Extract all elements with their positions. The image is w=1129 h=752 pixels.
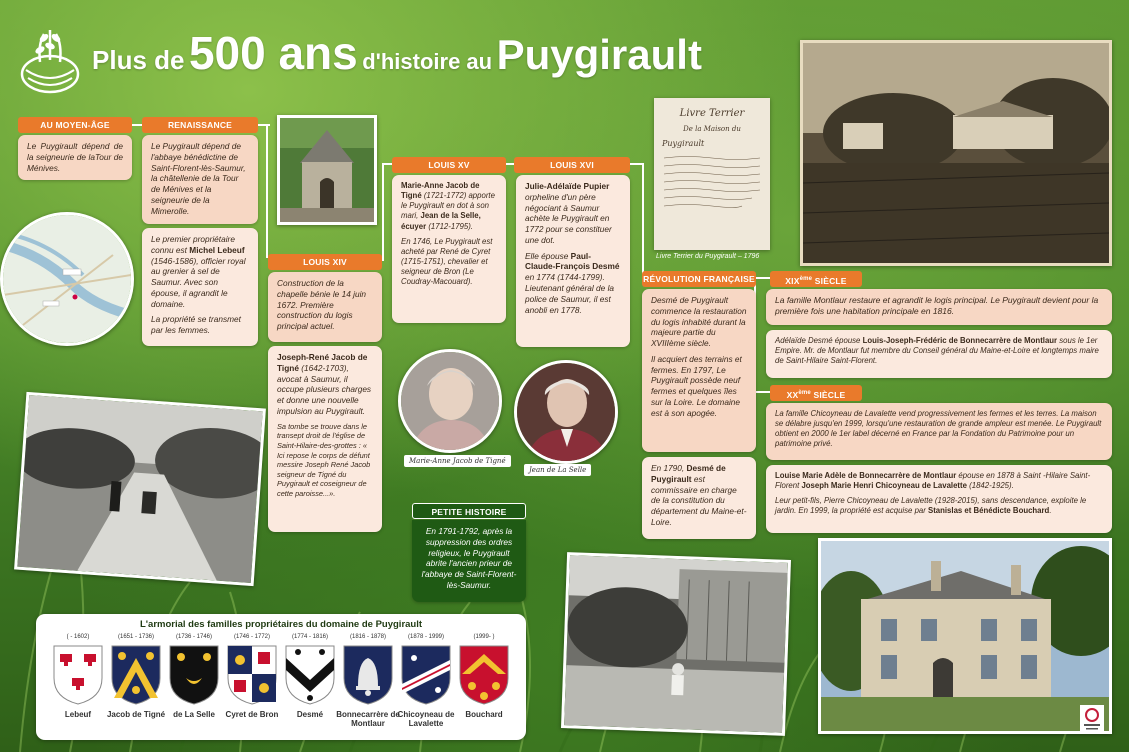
card-xx-lavalette xyxy=(766,465,1112,533)
card-louis-xv xyxy=(392,175,506,323)
revolution-p3-b: Desmé de Puygirault xyxy=(651,463,726,484)
tag-xix-sup: ème xyxy=(799,276,813,282)
card-revolution-commissaire xyxy=(642,457,756,539)
armorial-date: (1746 - 1772) xyxy=(233,634,271,640)
card-louis-xvi xyxy=(516,175,630,347)
louis-xiv-p2-a: Joseph-René Jacob de Tigné xyxy=(277,352,368,373)
armorial-name: Bonnecarrère de Montlaur xyxy=(336,710,400,729)
tag-xix xyxy=(770,271,862,287)
tag-xix-suffix: SIÈCLE xyxy=(812,275,847,286)
armorial-date: (1774 - 1816) xyxy=(291,634,329,640)
louis-xvi-p2-c: en 1774 (1744-1799). Lieutenant général de la police de Saumur, il est anobli en 1778. xyxy=(525,272,615,315)
armorial-name: Cyret de Bron xyxy=(225,710,279,719)
armorial-title: L'armorial des familles propriétaires du domaine de Puygirault xyxy=(139,619,423,630)
louis-xvi-p1 xyxy=(525,181,621,246)
louis-xvi-p2-a: Elle épouse xyxy=(525,250,571,261)
bonnecarrere-de-montlaur-shield xyxy=(342,644,394,706)
louis-xvi-p2 xyxy=(525,251,621,316)
tag-renaissance: RENAISSANCE xyxy=(142,117,258,133)
xx-p2-a: Louise Marie Adèle de Bonnecarrère de Montlaur xyxy=(775,471,957,480)
louis-xiv-p2-b: (1642-1703), avocat à Saumur, il occupe plusieurs charges et donne une nouvelle impulsion au Puygirault. xyxy=(277,362,372,416)
xx-p3-c: . xyxy=(1049,506,1052,516)
manuscript-livre-terrier xyxy=(654,98,770,250)
revolution-p2: Il acquiert des terrains et fermes. En 1797, Le Puygirault possède neuf fermes et quelques îles sur la Loire. Le domaine est à son apogée. xyxy=(651,353,742,418)
tag-louis-xv: LOUIS XV xyxy=(392,157,506,173)
revolution-p3-c: est commissaire en charge de la constitution du département du Maine-et-Loire. xyxy=(651,473,747,527)
card-moyen-age xyxy=(18,135,132,180)
tag-xx xyxy=(770,385,862,401)
manuscript-scribbles xyxy=(662,152,762,222)
title-part-1: Plus de xyxy=(92,45,185,75)
manuscript-line-1: Livre Terrier xyxy=(679,108,745,119)
louis-xiv-p3: Sa tombe se trouve dans le transept droit de l'église de Saint-Hilaire-des-grottes : « Ici repose le corps de défunt messire Joseph René Jacob seigneur de Tigné du Puygirault et coseigneur de cette paroisse...». xyxy=(277,421,371,499)
renaissance-p3: La propriété se transmet par les femmes. xyxy=(151,314,241,336)
de-la-selle-shield xyxy=(168,644,220,706)
connector-line xyxy=(754,277,770,279)
xx-p3-b: Stanislas et Bénédicte Bouchard xyxy=(928,506,1050,516)
xix-p2-b: Louis-Joseph-Frédéric de Bonnecarrère de Montlaur xyxy=(862,336,1058,345)
xx-p3-a: Leur petit-fils, Pierre Chicoyneau de Lavalette (1928-2015), sans descendance, exploite le jardin. En 1999, la propriété est acquise par xyxy=(775,496,1087,516)
xx-p1: La famille Chicoyneau de Lavalette vend progressivement les fermes et les terres. La maison se délabre jusqu'en 1999, lorsqu'une restauration de grande ampleur est menée. Le Puygirault obtient en 2000 le 1er label décerné en France par la Fondation du Patrimoine pour un patrimoine privé. xyxy=(775,409,1102,449)
louis-xv-p1-d: (1712-1795). xyxy=(426,221,473,231)
title-part-2: 500 ans xyxy=(188,27,358,79)
louis-xvi-p1-b: orpheline d'un père négociant à Saumur achète le Puygirault en 1772 pour se constituer une dot. xyxy=(525,191,612,245)
armorial-date: (1999- ) xyxy=(473,634,495,640)
bouchard-shield xyxy=(458,644,510,706)
card-louis-xiv-tigne xyxy=(268,346,382,532)
armorial-name: Chicoyneau de Lavalette xyxy=(397,710,455,729)
armorial-name: de La Selle xyxy=(173,710,215,719)
page-title xyxy=(92,27,702,79)
renaissance-p2-b: Michel Lebeuf xyxy=(189,244,245,255)
armorial-name: Lebeuf xyxy=(64,710,92,719)
louis-xiv-p2 xyxy=(277,352,373,417)
armorial-date: ( - 1602) xyxy=(66,634,90,640)
moyen-age-text: Le Puygirault dépend de la seigneurie de laTour de Ménives. xyxy=(27,141,123,173)
card-renaissance-owner xyxy=(142,228,258,346)
fondation-patrimoine-seal xyxy=(1080,705,1104,733)
renaissance-p2-c: (1546-1586), officier royal au grenier à sel de Saumur. Avec son épouse, il agrandit le domaine. xyxy=(151,255,246,309)
revolution-p3 xyxy=(651,463,747,528)
basket-logo xyxy=(18,24,82,98)
connector-line xyxy=(754,391,770,393)
armorial-date: (1736 - 1746) xyxy=(175,634,213,640)
card-louis-xiv xyxy=(268,272,382,342)
renaissance-p1: Le Puygirault dépend de l'abbaye bénédictine de Saint-Florent-lès-Saumur, la châtellenie de la Tour de Ménives et la seigneurie de la Mimerolle. xyxy=(151,141,246,216)
desme-shield xyxy=(284,644,336,706)
armorial-date: (1651 - 1736) xyxy=(117,634,155,640)
xix-p2-a: Adélaïde Desmé épouse xyxy=(775,336,863,345)
armorial-date: (1816 - 1878) xyxy=(349,634,387,640)
armorial-name: Bouchard xyxy=(465,710,503,719)
tag-xx-suffix: SIÈCLE xyxy=(810,389,846,400)
portrait-marie-anne xyxy=(398,349,502,453)
tag-xx-prefix: XX xyxy=(786,389,799,400)
tag-xx-sup: ème xyxy=(798,390,811,396)
louis-xv-p1-c: Jean de la Selle, écuyer xyxy=(401,211,481,231)
tag-xix-prefix: XIX xyxy=(785,275,800,286)
tag-moyen-age: AU MOYEN-ÂGE xyxy=(18,117,132,133)
connector-line xyxy=(642,163,644,277)
xix-p2 xyxy=(775,336,1103,366)
tag-louis-xvi: LOUIS XVI xyxy=(514,157,630,173)
revolution-p3-a: En 1790, xyxy=(651,463,687,473)
armorial-name: Jacob de Tigné xyxy=(106,710,166,719)
lebeuf-shield xyxy=(52,644,104,706)
armorial-date: (1878 - 1999) xyxy=(407,634,445,640)
jacob-de-tigne-shield xyxy=(110,644,162,706)
connector-line xyxy=(382,163,384,261)
manuscript-line-3: Puygirault xyxy=(662,139,705,148)
portrait-jean-de-la-selle xyxy=(514,360,618,464)
tag-revolution: RÉVOLUTION FRANÇAISE xyxy=(642,271,756,287)
tag-petite-histoire: PETITE HISTOIRE xyxy=(412,503,526,519)
portrait-jean-de-la-selle-signature: Jean de La Selle xyxy=(524,464,591,476)
xx-p2-d: (1842-1925). xyxy=(966,481,1014,491)
tag-louis-xiv: LOUIS XIV xyxy=(268,254,382,270)
renaissance-p2 xyxy=(151,234,249,309)
card-revolution xyxy=(642,289,756,452)
xx-p2-b: épouse en 1878 à Saint -Hilaire Saint-Florent xyxy=(775,471,1091,491)
card-xix-montlaur xyxy=(766,330,1112,378)
portrait-marie-anne-signature: Marie-Anne Jacob de Tigné xyxy=(404,455,511,467)
louis-xvi-p1-a: Julie-Adélaïde Pupier xyxy=(525,181,610,191)
card-petite-histoire xyxy=(412,520,526,602)
title-part-4: Puygirault xyxy=(496,31,702,78)
old-house-photo xyxy=(800,40,1112,266)
xix-p1: La famille Montlaur restaure et agrandit le logis principal. Le Puygirault devient pour la première fois une habitation principale en 1816. xyxy=(775,295,1099,317)
louis-xv-p1 xyxy=(401,181,497,232)
chapel-photo xyxy=(277,115,377,225)
card-xix xyxy=(766,289,1112,325)
card-renaissance xyxy=(142,135,258,224)
louis-xv-p1-a: Marie-Anne Jacob de Tigné xyxy=(401,181,480,201)
cyret-de-bron-shield xyxy=(226,644,278,706)
louis-xv-p1-b: (1721-1772) apporte le Puygirault en dot à son mari, xyxy=(401,191,495,221)
current-house-photo xyxy=(818,538,1112,734)
xix-p2-c: sous le 1er Empire. Mr. de Montlaur fut membre du Conseil général du Maine-et-Loire et longtemps maire de Saint-Hilaire Saint-Florent. xyxy=(775,336,1099,366)
title-part-3: d'histoire au xyxy=(362,49,493,74)
chicoyneau-de-lavalette-shield xyxy=(400,644,452,706)
connector-line xyxy=(266,124,268,258)
renaissance-p2-a: Le premier propriétaire connu est xyxy=(151,234,235,255)
petite-histoire-text: En 1791-1792, après la suppression des ordres religieux, le Puygirault abrite l'ancien prieur de l'abbaye de Saint-Florent-lès-Saumur. xyxy=(421,526,517,590)
manuscript-caption: Livre Terrier du Puygirault – 1796 xyxy=(656,253,760,260)
armorial-name: Desmé xyxy=(296,710,324,719)
louis-xv-p2: En 1746, Le Puygirault est acheté par René de Cyret (1715-1751), chevalier et seigneur de Bron (Le Coudray-Macouard). xyxy=(401,236,493,287)
louis-xiv-p1: Construction de la chapelle bénie le 14 juin 1672. Première construction du logis principal actuel. xyxy=(277,278,367,332)
child-garden-photo xyxy=(561,552,791,736)
louis-xvi-p2-b: Paul-Claude-François Desmé xyxy=(525,250,620,272)
card-xx xyxy=(766,403,1112,460)
xx-p2-c: Joseph Marie Henri Chicoyneau de Lavalette xyxy=(801,481,967,491)
xx-p2 xyxy=(775,471,1103,491)
old-path-photo xyxy=(14,392,266,586)
revolution-p1: Desmé de Puygirault commence la restauration du logis inhabité durant la majeure partie du XVIIIème siècle. xyxy=(651,295,747,349)
xx-p3 xyxy=(775,496,1103,516)
map-circle xyxy=(0,212,134,346)
manuscript-line-2: De la Maison du xyxy=(683,125,741,133)
armorial-panel xyxy=(36,614,526,740)
